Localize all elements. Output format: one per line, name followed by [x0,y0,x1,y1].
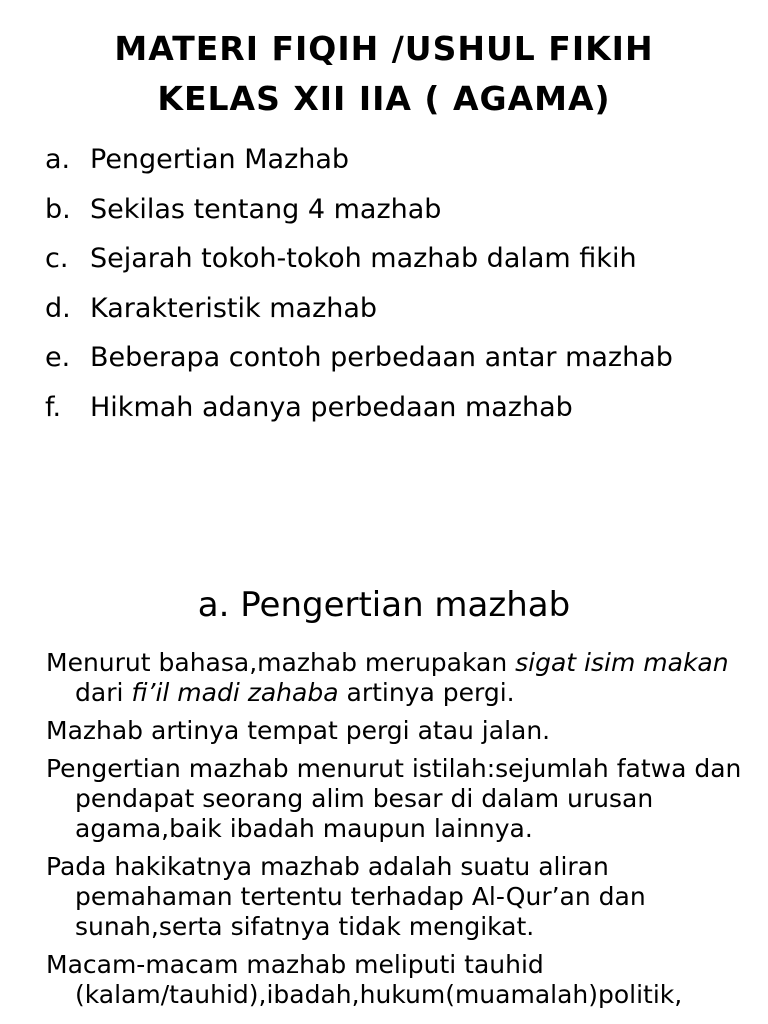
page-title-line-1: MATERI FIQIH /USHUL FIKIH [114,29,654,68]
paragraph-text: dari [75,678,132,707]
list-item-text: Pengertian Mazhab [90,144,350,175]
paragraph-essence: Pada hakikatnya mazhab adalah suatu aliran pemahaman tertentu terhadap Al-Qur’an dan sunah,serta sifatnya tidak mengikat. [46,852,646,941]
list-item-letter: b. [45,193,71,225]
list-item-letter: e. [45,342,71,373]
list-item-letter: a. [45,144,71,175]
topic-list [45,140,673,437]
list-item [45,190,673,240]
list-item-text: Hikmah adanya perbedaan mazhab [90,391,573,423]
list-item-letter: d. [45,292,71,324]
list-item-letter: f. [45,391,62,423]
list-item-text: Sekilas tentang 4 mazhab [90,193,442,225]
paragraph-italic-term: sigat isim makan [515,648,729,677]
list-item-text: Sejarah tokoh-tokoh mazhab dalam fikih [90,243,637,274]
page-title-line-2: KELAS XII IIA ( AGAMA) [157,79,611,118]
list-item-text: Beberapa contoh perbedaan antar mazhab [90,342,673,373]
list-item-letter: c. [45,243,69,274]
list-item [45,338,673,388]
paragraph-definition-language [46,648,746,708]
section-heading: a. Pengertian mazhab [197,585,571,625]
list-item [45,239,673,289]
paragraph-definition-term: Pengertian mazhab menurut istilah:sejumlah fatwa dan pendapat seorang alim besar di dalam urusan agama,baik ibadah maupun lainnya. [46,754,742,843]
section-content [46,648,746,1018]
paragraph-italic-term: fi’il madi zahaba [131,678,339,707]
list-item-text: Karakteristik mazhab [90,292,378,324]
list-item [45,289,673,339]
paragraph-meaning: Mazhab artinya tempat pergi atau jalan. [46,716,551,745]
list-item [45,140,673,190]
paragraph-text: artinya pergi. [338,678,515,707]
paragraph-text: Menurut bahasa,mazhab merupakan [46,648,516,677]
list-item [45,388,673,438]
paragraph-types: Macam-macam mazhab meliputi tauhid (kalam/tauhid),ibadah,hukum(muamalah)politik, [46,950,683,1009]
